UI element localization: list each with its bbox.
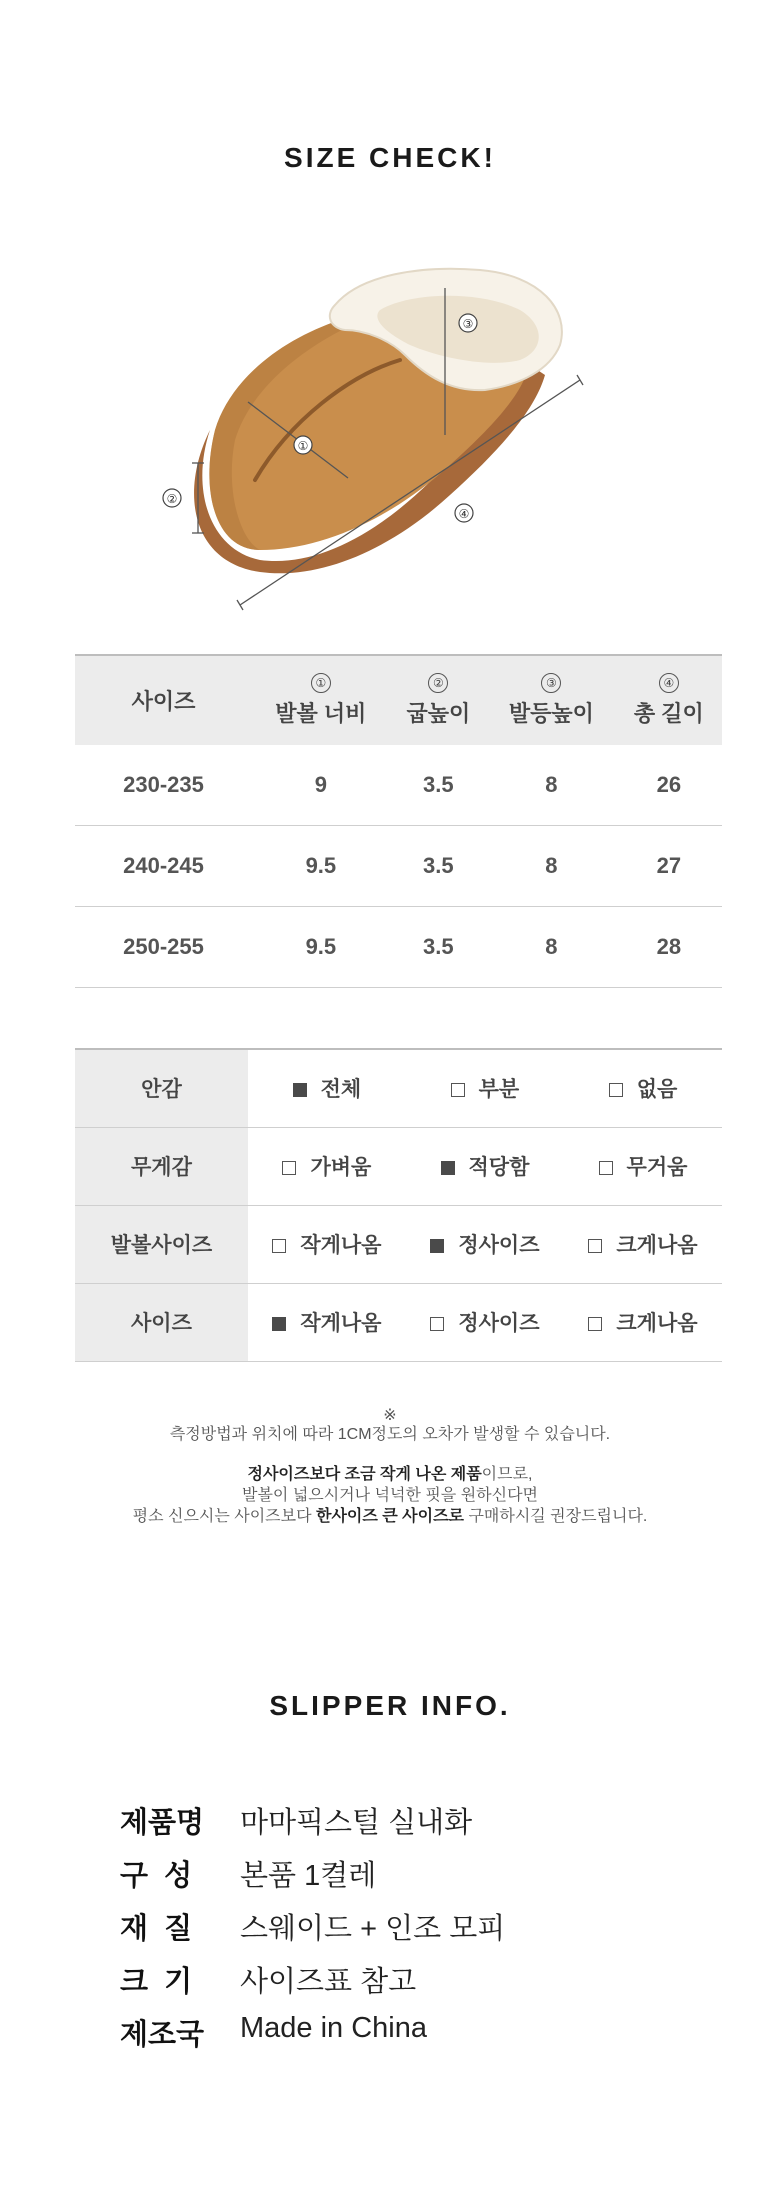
fit-option [248, 1205, 406, 1283]
table-cell: 3.5 [390, 745, 487, 826]
info-label: 구 성 [120, 1860, 193, 1892]
table-cell: 3.5 [390, 826, 487, 907]
checked-box-icon [441, 1161, 455, 1175]
table-cell: 8 [487, 826, 616, 907]
table-cell: 28 [616, 907, 722, 988]
fit-option-label: 정사이즈 [458, 1234, 540, 1257]
table-cell: 8 [487, 907, 616, 988]
fit-option [248, 1127, 406, 1205]
fit-option [406, 1283, 564, 1361]
note-text: 구매하시길 권장드립니다. [464, 1508, 648, 1525]
fit-option [406, 1049, 564, 1127]
fit-row [75, 1205, 722, 1283]
header-heel [390, 655, 487, 745]
header-label: 발볼 너비 [275, 701, 367, 726]
table-row [75, 907, 722, 988]
info-label: 제품명 [120, 1807, 205, 1839]
unchecked-box-icon [272, 1239, 286, 1253]
fit-row-label: 무게감 [75, 1127, 248, 1205]
svg-text:④: ④ [458, 507, 470, 521]
checked-box-icon [293, 1083, 307, 1097]
fit-option [248, 1049, 406, 1127]
fit-row [75, 1049, 722, 1127]
svg-text:①: ① [297, 439, 309, 453]
slipper-measurement-diagram [150, 250, 610, 620]
slipper-info-title: SLIPPER INFO. [269, 1690, 511, 1721]
info-value: 사이즈표 참고 [240, 1966, 417, 1998]
info-value: 스웨이드 + 인조 모피 [240, 1913, 506, 1945]
header-number: ② [428, 673, 448, 693]
fit-row-label: 발볼사이즈 [75, 1205, 248, 1283]
header-label: 사이즈 [131, 689, 196, 714]
fit-option [406, 1127, 564, 1205]
table-cell: 9.5 [252, 826, 390, 907]
header-number: ① [311, 673, 331, 693]
fit-option [564, 1205, 722, 1283]
svg-text:③: ③ [462, 317, 474, 331]
fit-row-label: 사이즈 [75, 1283, 248, 1361]
note-line-4 [0, 1506, 780, 1527]
unchecked-box-icon [599, 1161, 613, 1175]
table-cell: 3.5 [390, 907, 487, 988]
unchecked-box-icon [588, 1239, 602, 1253]
marker-3 [459, 314, 477, 332]
fit-option-label: 작게나옴 [300, 1312, 382, 1335]
size-table-header [75, 655, 722, 745]
note-text: 이므로, [481, 1466, 533, 1483]
fit-row-label: 안감 [75, 1049, 248, 1127]
header-length [616, 655, 722, 745]
svg-text:②: ② [166, 492, 178, 506]
header-size [75, 655, 252, 745]
fit-option-label: 적당함 [468, 1156, 530, 1179]
info-value: Made in China [240, 2012, 427, 2044]
table-row [75, 745, 722, 826]
header-instep [487, 655, 616, 745]
fit-option-label: 없음 [636, 1078, 678, 1102]
header-label: 굽높이 [406, 701, 471, 726]
fit-option [564, 1127, 722, 1205]
info-value: 본품 1켤레 [240, 1860, 377, 1892]
marker-4 [455, 504, 473, 522]
size-table [75, 654, 722, 988]
fit-option [406, 1205, 564, 1283]
note-emphasis: 한사이즈 큰 사이즈로 [316, 1508, 464, 1525]
size-check-title: SIZE CHECK! [284, 142, 496, 173]
header-label: 총 길이 [633, 701, 704, 726]
header-number: ③ [541, 673, 561, 693]
table-row [75, 826, 722, 907]
note-mark: ※ [383, 1407, 397, 1424]
note-line-3: 발볼이 넓으시거나 넉넉한 핏을 원하신다면 [242, 1487, 538, 1504]
fit-option [564, 1049, 722, 1127]
unchecked-box-icon [609, 1083, 623, 1097]
fit-option-label: 가벼움 [310, 1156, 372, 1179]
fit-option-label: 크게나옴 [616, 1234, 698, 1257]
table-cell: 230-235 [75, 745, 252, 826]
fit-option-label: 작게나옴 [300, 1234, 382, 1257]
table-cell: 27 [616, 826, 722, 907]
fit-table [75, 1048, 722, 1362]
fit-option-label: 부분 [478, 1078, 520, 1102]
table-cell: 9 [252, 745, 390, 826]
header-width [252, 655, 390, 745]
fit-option-label: 전체 [320, 1078, 362, 1102]
fit-option-label: 크게나옴 [616, 1312, 698, 1335]
fit-option-label: 무거움 [626, 1156, 688, 1179]
table-cell: 240-245 [75, 826, 252, 907]
unchecked-box-icon [430, 1317, 444, 1331]
marker-1 [294, 436, 312, 454]
unchecked-box-icon [282, 1161, 296, 1175]
info-label: 크 기 [120, 1966, 193, 1998]
table-cell: 9.5 [252, 907, 390, 988]
marker-2 [163, 489, 181, 507]
fit-option [248, 1283, 406, 1361]
note-line-2 [0, 1464, 780, 1485]
info-label: 제조국 [120, 2019, 205, 2051]
info-value: 마마픽스털 실내화 [240, 1807, 473, 1839]
fit-row [75, 1127, 722, 1205]
header-label: 발등높이 [508, 701, 594, 726]
table-cell: 26 [616, 745, 722, 826]
table-cell: 8 [487, 745, 616, 826]
unchecked-box-icon [588, 1317, 602, 1331]
fit-row [75, 1283, 722, 1361]
info-label: 재 질 [120, 1913, 193, 1945]
note-emphasis: 정사이즈보다 조금 작게 나온 제품 [247, 1466, 482, 1483]
note-line-1: 측정방법과 위치에 따라 1CM정도의 오차가 발생할 수 있습니다. [169, 1426, 611, 1443]
note-text: 평소 신으시는 사이즈보다 [132, 1508, 316, 1525]
fit-option [564, 1283, 722, 1361]
unchecked-box-icon [451, 1083, 465, 1097]
fit-option-label: 정사이즈 [458, 1312, 540, 1335]
header-number: ④ [659, 673, 679, 693]
table-cell: 250-255 [75, 907, 252, 988]
checked-box-icon [272, 1317, 286, 1331]
checked-box-icon [430, 1239, 444, 1253]
